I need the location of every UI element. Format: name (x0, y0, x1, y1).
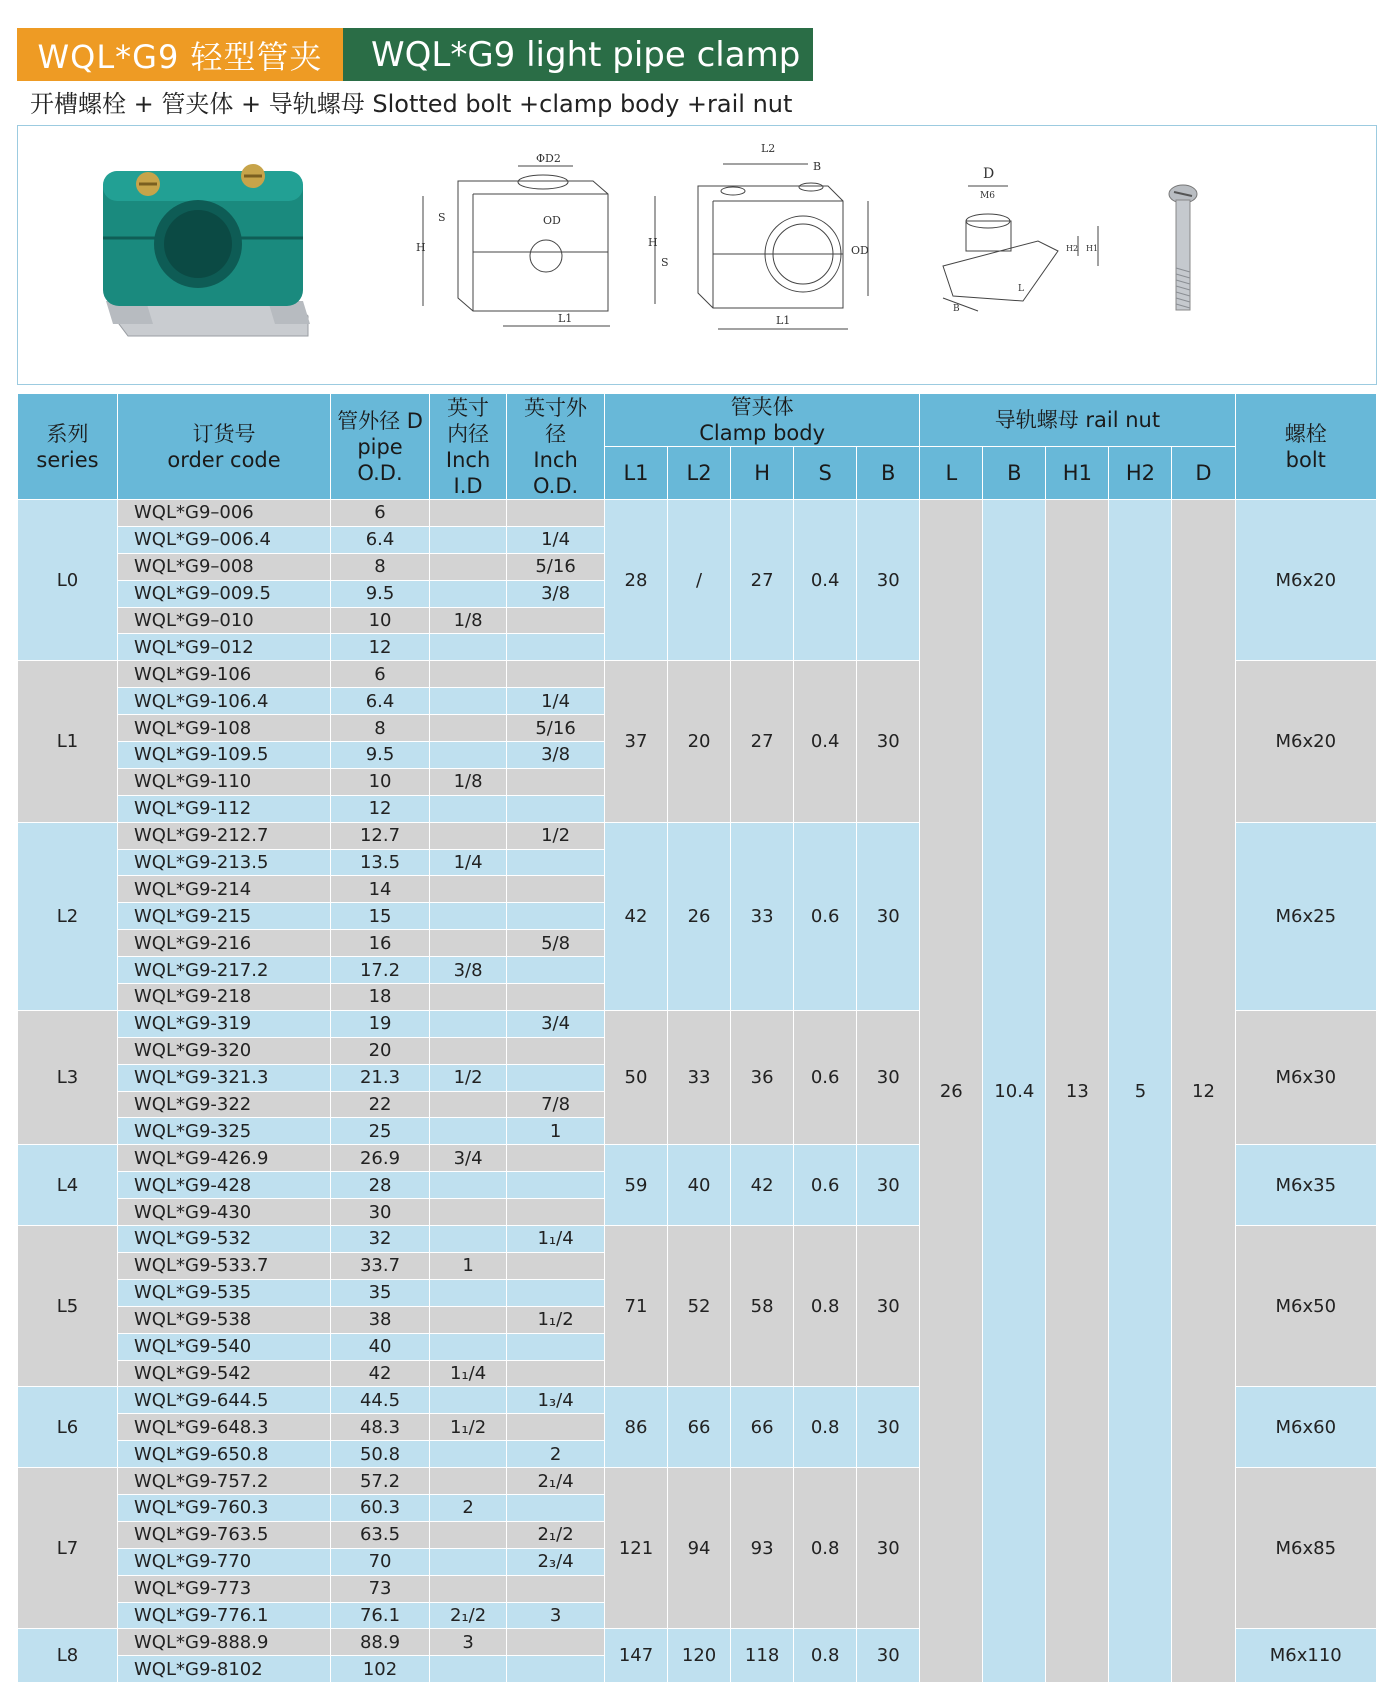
clamp-s-cell: 0.4 (794, 661, 857, 822)
pipe-od-cell: 102 (331, 1656, 430, 1683)
label-nut-m6: M6 (980, 191, 995, 201)
clamp-s-cell: 0.8 (794, 1226, 857, 1387)
inch-od-cell: 5/16 (507, 715, 605, 742)
series-cell: L8 (18, 1629, 118, 1683)
order-code-cell: WQL*G9-776.1 (118, 1602, 331, 1629)
series-cell: L7 (18, 1468, 118, 1629)
label-body-od: OD (851, 244, 869, 257)
inch-id-cell: 2 (429, 1494, 506, 1521)
header-s: S (794, 447, 857, 500)
inch-od-cell: 1/4 (507, 526, 605, 553)
header-nut-d: D (1172, 447, 1235, 500)
order-code-cell: WQL*G9-106 (118, 661, 331, 688)
bolt-cell: M6x60 (1235, 1387, 1376, 1468)
inch-id-cell (429, 500, 506, 527)
clamp-b-cell: 30 (857, 661, 920, 822)
order-code-cell: WQL*G9–009.5 (118, 580, 331, 607)
clamp-b-cell: 30 (857, 1629, 920, 1683)
inch-od-cell: 3 (507, 1602, 605, 1629)
pipe-od-cell: 9.5 (331, 580, 430, 607)
inch-od-cell (507, 634, 605, 661)
inch-id-cell (429, 1575, 506, 1602)
clamp-l1-cell: 121 (604, 1468, 667, 1629)
order-code-cell: WQL*G9-760.3 (118, 1494, 331, 1521)
clamp-b-cell: 30 (857, 1226, 920, 1387)
inch-od-cell (507, 500, 605, 527)
inch-od-cell (507, 1252, 605, 1279)
pipe-od-cell: 8 (331, 715, 430, 742)
clamp-l2-cell: 40 (668, 1145, 731, 1226)
clamp-b-cell: 30 (857, 1145, 920, 1226)
pipe-od-cell: 6 (331, 500, 430, 527)
rail-nut-d-cell: 12 (1172, 500, 1235, 1683)
header-nut-h1: H1 (1046, 447, 1109, 500)
inch-od-cell (507, 1145, 605, 1172)
clamp-front-drawing (423, 166, 610, 326)
inch-od-cell (507, 1199, 605, 1226)
order-code-cell: WQL*G9-108 (118, 715, 331, 742)
header-b: B (857, 447, 920, 500)
inch-od-cell: 3/8 (507, 580, 605, 607)
order-code-cell: WQL*G9–010 (118, 607, 331, 634)
label-b: B (813, 160, 822, 173)
inch-od-cell: 5/8 (507, 930, 605, 957)
clamp-h-cell: 118 (731, 1629, 794, 1683)
order-code-cell: WQL*G9-535 (118, 1279, 331, 1306)
inch-id-cell (429, 822, 506, 849)
table-row (18, 500, 1377, 527)
order-code-cell: WQL*G9–006 (118, 500, 331, 527)
label-l1: L1 (558, 312, 573, 325)
inch-od-cell: 2₁/4 (507, 1468, 605, 1495)
order-code-cell: WQL*G9–006.4 (118, 526, 331, 553)
inch-od-cell (507, 1656, 605, 1683)
pipe-od-cell: 73 (331, 1575, 430, 1602)
label-h: H (416, 241, 426, 254)
inch-id-cell (429, 1521, 506, 1548)
inch-id-cell (429, 634, 506, 661)
inch-od-cell (507, 1575, 605, 1602)
pipe-od-cell: 20 (331, 1037, 430, 1064)
rail-nut-h1-cell: 13 (1046, 500, 1109, 1683)
header-bolt: 螺栓 bolt (1235, 394, 1376, 500)
clamp-h-cell: 27 (731, 661, 794, 822)
inch-od-cell: 2₃/4 (507, 1548, 605, 1575)
order-code-cell: WQL*G9-538 (118, 1306, 331, 1333)
clamp-b-cell: 30 (857, 1010, 920, 1144)
pipe-od-cell: 17.2 (331, 957, 430, 984)
pipe-od-cell: 63.5 (331, 1521, 430, 1548)
order-code-cell: WQL*G9-763.5 (118, 1521, 331, 1548)
pipe-od-cell: 48.3 (331, 1414, 430, 1441)
label-body-h: H (648, 236, 658, 249)
inch-id-cell (429, 526, 506, 553)
spec-table (17, 393, 1377, 1683)
inch-od-cell: 1₁/4 (507, 1226, 605, 1253)
clamp-body-drawing (655, 164, 868, 329)
pipe-od-cell: 88.9 (331, 1629, 430, 1656)
order-code-cell: WQL*G9-770 (118, 1548, 331, 1575)
pipe-od-cell: 57.2 (331, 1468, 430, 1495)
order-code-cell: WQL*G9-542 (118, 1360, 331, 1387)
pipe-od-cell: 28 (331, 1172, 430, 1199)
pipe-od-cell: 26.9 (331, 1145, 430, 1172)
rail-nut-l-cell: 26 (920, 500, 983, 1683)
clamp-l1-cell: 37 (604, 661, 667, 822)
inch-id-cell: 1₁/4 (429, 1360, 506, 1387)
order-code-cell: WQL*G9-217.2 (118, 957, 331, 984)
inch-od-cell (507, 795, 605, 822)
pipe-od-cell: 33.7 (331, 1252, 430, 1279)
clamp-s-cell: 0.6 (794, 1145, 857, 1226)
inch-id-cell (429, 1548, 506, 1575)
pipe-od-cell: 13.5 (331, 849, 430, 876)
inch-id-cell (429, 1279, 506, 1306)
label-body-l1: L1 (776, 314, 791, 327)
inch-id-cell (429, 1306, 506, 1333)
clamp-l1-cell: 50 (604, 1010, 667, 1144)
order-code-cell: WQL*G9-321.3 (118, 1064, 331, 1091)
pipe-od-cell: 60.3 (331, 1494, 430, 1521)
pipe-od-cell: 25 (331, 1118, 430, 1145)
label-nut-d: D (983, 166, 995, 182)
inch-id-cell (429, 1037, 506, 1064)
inch-od-cell (507, 1333, 605, 1360)
inch-id-cell (429, 1118, 506, 1145)
inch-od-cell (507, 1414, 605, 1441)
inch-id-cell: 2₁/2 (429, 1602, 506, 1629)
inch-od-cell: 5/16 (507, 553, 605, 580)
pipe-od-cell: 50.8 (331, 1441, 430, 1468)
inch-id-cell: 3/8 (429, 957, 506, 984)
pipe-od-cell: 9.5 (331, 742, 430, 769)
order-code-cell: WQL*G9-112 (118, 795, 331, 822)
inch-id-cell (429, 688, 506, 715)
inch-id-cell: 3/4 (429, 1145, 506, 1172)
order-code-cell: WQL*G9-428 (118, 1172, 331, 1199)
inch-id-cell (429, 984, 506, 1011)
inch-od-cell: 2 (507, 1441, 605, 1468)
pipe-od-cell: 10 (331, 607, 430, 634)
clamp-s-cell: 0.6 (794, 822, 857, 1010)
rail-nut-b-cell: 10.4 (983, 500, 1046, 1683)
order-code-cell: WQL*G9-322 (118, 1091, 331, 1118)
series-cell: L4 (18, 1145, 118, 1226)
inch-od-cell (507, 984, 605, 1011)
header-clamp-body: 管夹体 Clamp body (604, 394, 919, 447)
inch-id-cell (429, 1010, 506, 1037)
bolt-cell: M6x20 (1235, 500, 1376, 661)
order-code-cell: WQL*G9-532 (118, 1226, 331, 1253)
bolt-cell: M6x85 (1235, 1468, 1376, 1629)
inch-od-cell: 1₁/2 (507, 1306, 605, 1333)
pipe-od-cell: 76.1 (331, 1602, 430, 1629)
header-order-code: 订货号 order code (118, 394, 331, 500)
inch-od-cell: 2₁/2 (507, 1521, 605, 1548)
clamp-s-cell: 0.6 (794, 1010, 857, 1144)
label-l2: L2 (761, 142, 776, 155)
order-code-cell: WQL*G9-319 (118, 1010, 331, 1037)
inch-id-cell (429, 580, 506, 607)
spec-table-body (18, 500, 1377, 1683)
order-code-cell: WQL*G9-888.9 (118, 1629, 331, 1656)
inch-od-cell (507, 1629, 605, 1656)
clamp-s-cell: 0.4 (794, 500, 857, 661)
order-code-cell: WQL*G9-212.7 (118, 822, 331, 849)
inch-od-cell: 1/2 (507, 822, 605, 849)
clamp-l1-cell: 86 (604, 1387, 667, 1468)
clamp-l1-cell: 42 (604, 822, 667, 1010)
series-cell: L2 (18, 822, 118, 1010)
inch-id-cell: 3 (429, 1629, 506, 1656)
inch-id-cell (429, 661, 506, 688)
label-nut-h1: H1 (1086, 244, 1099, 253)
inch-od-cell (507, 1064, 605, 1091)
pipe-od-cell: 14 (331, 876, 430, 903)
order-code-cell: WQL*G9-320 (118, 1037, 331, 1064)
clamp-l2-cell: 20 (668, 661, 731, 822)
bolt-cell: M6x50 (1235, 1226, 1376, 1387)
pipe-od-cell: 10 (331, 768, 430, 795)
pipe-od-cell: 42 (331, 1360, 430, 1387)
inch-id-cell (429, 795, 506, 822)
clamp-l1-cell: 147 (604, 1629, 667, 1683)
order-code-cell: WQL*G9–008 (118, 553, 331, 580)
clamp-b-cell: 30 (857, 500, 920, 661)
title-english: WQL*G9 light pipe clamp (343, 28, 813, 81)
series-cell: L0 (18, 500, 118, 661)
series-cell: L5 (18, 1226, 118, 1387)
pipe-od-cell: 12 (331, 795, 430, 822)
inch-id-cell: 1/2 (429, 1064, 506, 1091)
header-l1: L1 (604, 447, 667, 500)
clamp-l2-cell: 52 (668, 1226, 731, 1387)
pipe-od-cell: 22 (331, 1091, 430, 1118)
inch-od-cell (507, 876, 605, 903)
pipe-od-cell: 70 (331, 1548, 430, 1575)
clamp-h-cell: 42 (731, 1145, 794, 1226)
inch-od-cell (507, 957, 605, 984)
pipe-od-cell: 40 (331, 1333, 430, 1360)
order-code-cell: WQL*G9-533.7 (118, 1252, 331, 1279)
pipe-od-cell: 30 (331, 1199, 430, 1226)
label-nut-l: L (1018, 284, 1024, 294)
inch-od-cell (507, 1037, 605, 1064)
clamp-l2-cell: 94 (668, 1468, 731, 1629)
inch-od-cell (507, 1279, 605, 1306)
inch-id-cell (429, 930, 506, 957)
order-code-cell: WQL*G9-426.9 (118, 1145, 331, 1172)
inch-od-cell: 3/4 (507, 1010, 605, 1037)
clamp-h-cell: 33 (731, 822, 794, 1010)
pipe-od-cell: 12 (331, 634, 430, 661)
order-code-cell: WQL*G9-106.4 (118, 688, 331, 715)
inch-id-cell (429, 715, 506, 742)
clamp-l2-cell: 33 (668, 1010, 731, 1144)
bolt-drawing (1169, 185, 1197, 310)
inch-id-cell (429, 553, 506, 580)
inch-id-cell (429, 1172, 506, 1199)
clamp-h-cell: 93 (731, 1468, 794, 1629)
clamp-h-cell: 36 (731, 1010, 794, 1144)
inch-id-cell (429, 1091, 506, 1118)
label-nut-h2: H2 (1066, 244, 1079, 253)
inch-od-cell (507, 661, 605, 688)
clamp-l1-cell: 28 (604, 500, 667, 661)
inch-id-cell: 1 (429, 1252, 506, 1279)
clamp-b-cell: 30 (857, 1468, 920, 1629)
header-inch-id: 英寸 内径 Inch I.D (429, 394, 506, 500)
inch-od-cell (507, 1172, 605, 1199)
series-cell: L3 (18, 1010, 118, 1144)
title-bar (17, 28, 813, 81)
order-code-cell: WQL*G9-648.3 (118, 1414, 331, 1441)
pipe-od-cell: 35 (331, 1279, 430, 1306)
series-cell: L1 (18, 661, 118, 822)
inch-id-cell (429, 1199, 506, 1226)
label-body-s: S (661, 256, 669, 269)
pipe-od-cell: 32 (331, 1226, 430, 1253)
order-code-cell: WQL*G9-109.5 (118, 742, 331, 769)
clamp-s-cell: 0.8 (794, 1468, 857, 1629)
inch-id-cell (429, 876, 506, 903)
clamp-b-cell: 30 (857, 1387, 920, 1468)
inch-od-cell: 1/4 (507, 688, 605, 715)
header-rail-nut: 导轨螺母 rail nut (920, 394, 1235, 447)
header-nut-h2: H2 (1109, 447, 1172, 500)
order-code-cell: WQL*G9-757.2 (118, 1468, 331, 1495)
pipe-od-cell: 8 (331, 553, 430, 580)
order-code-cell: WQL*G9-215 (118, 903, 331, 930)
inch-id-cell: 1/8 (429, 607, 506, 634)
inch-id-cell (429, 1333, 506, 1360)
clamp-h-cell: 27 (731, 500, 794, 661)
clamp-s-cell: 0.8 (794, 1629, 857, 1683)
inch-id-cell (429, 1226, 506, 1253)
inch-id-cell (429, 1441, 506, 1468)
order-code-cell: WQL*G9-650.8 (118, 1441, 331, 1468)
clamp-photo (103, 164, 310, 336)
inch-od-cell: 1 (507, 1118, 605, 1145)
clamp-h-cell: 66 (731, 1387, 794, 1468)
pipe-od-cell: 12.7 (331, 822, 430, 849)
order-code-cell: WQL*G9-218 (118, 984, 331, 1011)
header-pipe-od: 管外径 D pipe O.D. (331, 394, 430, 500)
pipe-od-cell: 16 (331, 930, 430, 957)
pipe-od-cell: 38 (331, 1306, 430, 1333)
inch-od-cell: 3/8 (507, 742, 605, 769)
clamp-l2-cell: / (668, 500, 731, 661)
inch-id-cell: 1₁/2 (429, 1414, 506, 1441)
order-code-cell: WQL*G9-214 (118, 876, 331, 903)
inch-id-cell: 1/8 (429, 768, 506, 795)
inch-od-cell (507, 1360, 605, 1387)
inch-od-cell (507, 903, 605, 930)
clamp-l2-cell: 120 (668, 1629, 731, 1683)
clamp-h-cell: 58 (731, 1226, 794, 1387)
clamp-l1-cell: 59 (604, 1145, 667, 1226)
pipe-od-cell: 44.5 (331, 1387, 430, 1414)
clamp-s-cell: 0.8 (794, 1387, 857, 1468)
header-nut-b: B (983, 447, 1046, 500)
label-nut-b: B (953, 304, 960, 314)
label-od: OD (543, 214, 561, 227)
rail-nut-h2-cell: 5 (1109, 500, 1172, 1683)
header-series: 系列 series (18, 394, 118, 500)
header-inch-od: 英寸外 径 Inch O.D. (507, 394, 605, 500)
order-code-cell: WQL*G9-325 (118, 1118, 331, 1145)
title-chinese: WQL*G9 轻型管夹 (17, 28, 343, 81)
inch-od-cell (507, 768, 605, 795)
order-code-cell: WQL*G9-213.5 (118, 849, 331, 876)
inch-od-cell: 1₃/4 (507, 1387, 605, 1414)
order-code-cell: WQL*G9-773 (118, 1575, 331, 1602)
pipe-od-cell: 21.3 (331, 1064, 430, 1091)
header-h: H (731, 447, 794, 500)
clamp-l1-cell: 71 (604, 1226, 667, 1387)
order-code-cell: WQL*G9-644.5 (118, 1387, 331, 1414)
bolt-cell: M6x35 (1235, 1145, 1376, 1226)
pipe-od-cell: 6 (331, 661, 430, 688)
product-figures (17, 125, 1377, 385)
inch-od-cell (507, 1494, 605, 1521)
inch-od-cell: 7/8 (507, 1091, 605, 1118)
clamp-l2-cell: 26 (668, 822, 731, 1010)
series-cell: L6 (18, 1387, 118, 1468)
order-code-cell: WQL*G9-430 (118, 1199, 331, 1226)
order-code-cell: WQL*G9-540 (118, 1333, 331, 1360)
pipe-od-cell: 19 (331, 1010, 430, 1037)
clamp-l2-cell: 66 (668, 1387, 731, 1468)
header-l2: L2 (668, 447, 731, 500)
label-d2: ΦD2 (536, 152, 561, 165)
label-s: S (438, 211, 446, 224)
subtitle: 开槽螺栓 + 管夹体 + 导轨螺母 Slotted bolt +clamp body +rail nut (30, 90, 793, 118)
inch-id-cell: 1/4 (429, 849, 506, 876)
inch-id-cell (429, 742, 506, 769)
inch-id-cell (429, 1387, 506, 1414)
bolt-cell: M6x30 (1235, 1010, 1376, 1144)
header-nut-l: L (920, 447, 983, 500)
clamp-b-cell: 30 (857, 822, 920, 1010)
inch-id-cell (429, 1468, 506, 1495)
inch-od-cell (507, 849, 605, 876)
order-code-cell: WQL*G9-8102 (118, 1656, 331, 1683)
inch-id-cell (429, 903, 506, 930)
pipe-od-cell: 6.4 (331, 526, 430, 553)
bolt-cell: M6x20 (1235, 661, 1376, 822)
pipe-od-cell: 18 (331, 984, 430, 1011)
pipe-od-cell: 6.4 (331, 688, 430, 715)
order-code-cell: WQL*G9-110 (118, 768, 331, 795)
inch-id-cell (429, 1656, 506, 1683)
order-code-cell: WQL*G9-216 (118, 930, 331, 957)
bolt-cell: M6x25 (1235, 822, 1376, 1010)
bolt-cell: M6x110 (1235, 1629, 1376, 1683)
pipe-od-cell: 15 (331, 903, 430, 930)
order-code-cell: WQL*G9–012 (118, 634, 331, 661)
inch-od-cell (507, 607, 605, 634)
